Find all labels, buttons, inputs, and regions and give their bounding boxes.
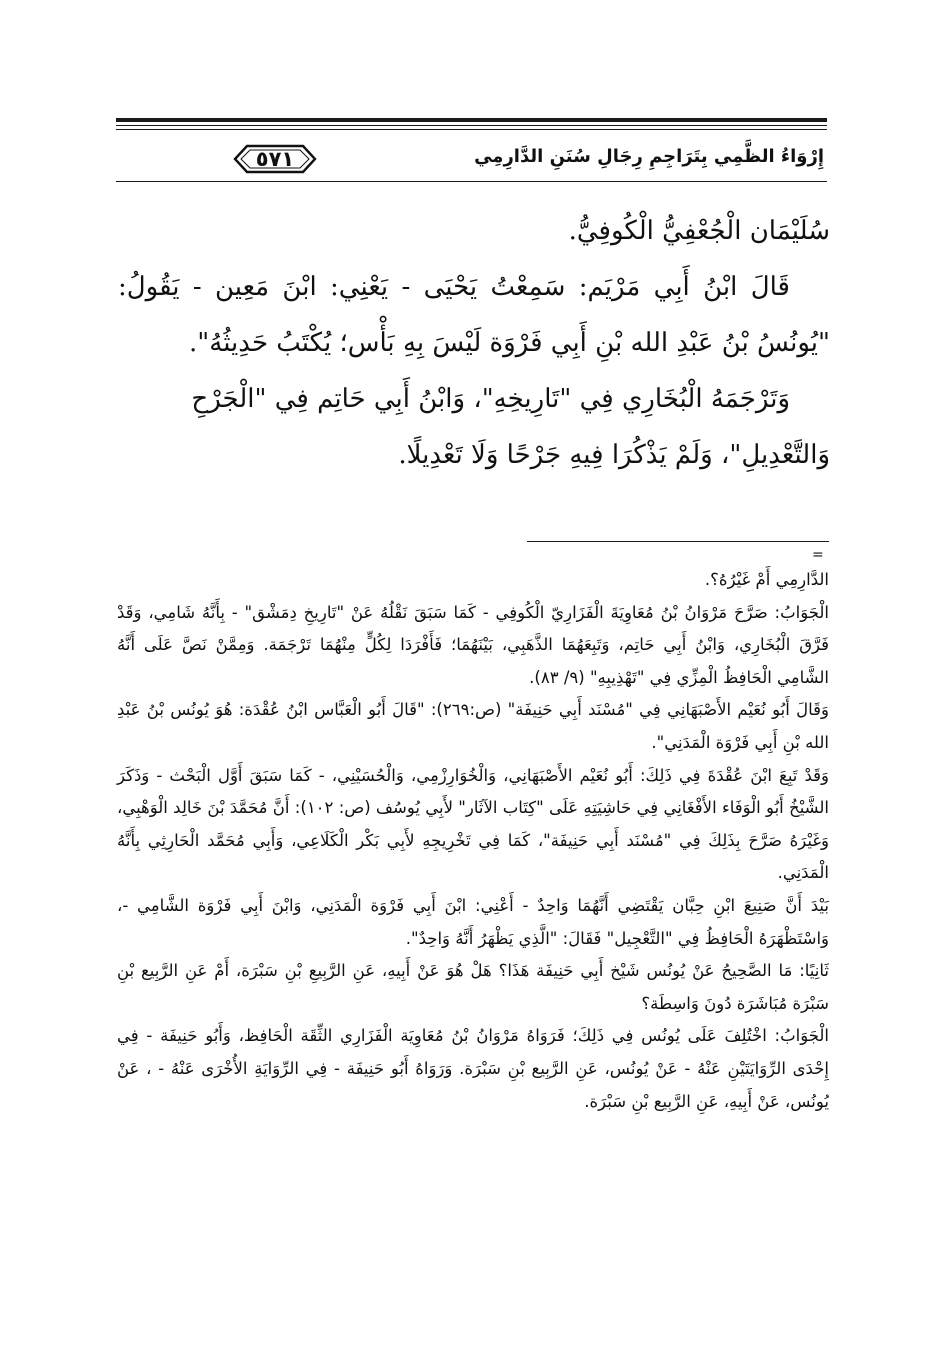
footnote-paragraph: الْجَوَابُ: صَرَّحَ مَرْوَانُ بْنُ مُعَاوِيَةَ الْفَزَارِيّ الْكُوفِي - كَمَا سَبَقَ نَقْلُهُ عَنْ "تَارِيخِ دِمَشْق" - بِأَنَّهُ شَامِي، وَقَدْ فَرَّقَ الْبُخَارِي، وَابْنُ أَبِي حَاتِم، وَتَبِعَهُمَا الذَّهَبِي، بَيْنَهُمَا؛ فَأَفْرَدَا لِكُلٍّ مِنْهُمَا تَرْجَمَة. وَمِمَّنْ نَصَّ عَلَى أَنَّهُ الشَّامِي الْحَافِظُ الْمِزِّي فِي "تَهْذِيبِهِ" (٩/ ٨٣). (117, 602, 829, 687)
main-text (118, 203, 830, 483)
footnote-paragraph: وَقَالَ أَبُو نُعَيْم الأَصْبَهَانِي فِي "مُسْنَد أَبِي حَنِيفَة" (ص:٢٦٩): "قَالَ أَبُو الْعَبَّاس ابْنُ عُقْدَة: هُوَ يُونُس بْنُ عَبْدِ الله بْنِ أَبِي فَرْوَة الْمَدَنِي". (117, 700, 829, 752)
footnote-continuation-marker: = (812, 547, 824, 563)
footnote-paragraph: الدَّارِمِي أَمْ غَيْرُهُ؟. (704, 570, 829, 589)
footnotes (117, 564, 829, 1118)
page-number-badge (232, 140, 318, 178)
body-paragraph: وَتَرْجَمَهُ الْبُخَارِي فِي "تَارِيخِهِ"، وَابْنُ أَبِي حَاتِم فِي "الْجَرْحِ وَالتَّعْدِيلِ"، وَلَمْ يَذْكُرَا فِيهِ جَرْحًا وَلَا تَعْدِيلًا. (191, 384, 830, 470)
footnote-paragraph: الْجَوَابُ: اخْتُلِفَ عَلَى يُونُس فِي ذَلِكَ؛ فَرَوَاهُ مَرْوَانُ بْنُ مُعَاوِيَة الْفَزَارِي الثِّقَة الْحَافِظ، وَأَبُو حَنِيفَة - فِي إِحْدَى الرِّوَايَتَيْنِ عَنْهُ - عَنْ يُونُس، عَنِ الرَّبِيع بْنِ سَبْرَة. وَرَوَاهُ أَبُو حَنِيفَة - فِي الرِّوَايَةِ الأُخْرَى عَنْهُ - ، عَنْ يُونُس، عَنْ أَبِيهِ، عَنِ الرَّبِيع بْنِ سَبْرَة. (117, 1026, 829, 1111)
footnote-paragraph: بَيْدَ أَنَّ صَنِيعَ ابْنِ حِبَّان يَقْتَضِي أَنَّهُمَا وَاحِدٌ - أَعْنِي: ابْنَ أَبِي فَرْوَة الْمَدَنِي، وَابْنَ أَبِي فَرْوَة الشَّامِي -، وَاسْتَظْهَرَهُ الْحَافِظُ فِي "التَّعْجِيل" فَقَالَ: "الَّذِي يَظْهَرُ أَنَّهُ وَاحِدٌ". (117, 895, 829, 948)
footnote-paragraph: ثَانِيًا: مَا الصَّحِيحُ عَنْ يُونُس شَيْخ أَبِي حَنِيفَة هَذَا؟ هَلْ هُوَ عَنْ أَبِيهِ، عَنِ الرَّبِيعِ بْنِ سَبْرَة، أَمْ عَنِ الرَّبِيع بْنِ سَبْرَة مُبَاشَرَة دُونَ وَاسِطَة؟ (117, 961, 829, 1013)
page-number: ٥٧١ (255, 147, 295, 171)
header-rule-thin (116, 125, 827, 126)
body-paragraph: سُلَيْمَان الْجُعْفِيُّ الْكُوفِيُّ. (568, 216, 830, 246)
footnote-separator (527, 541, 829, 542)
header-rule-thick (116, 118, 827, 122)
body-paragraph: قَالَ ابْنُ أَبِي مَرْيَم: سَمِعْتُ يَحْيَى - يَعْنِي: ابْنَ مَعِين - يَقُولُ: "يُونُسُ بْنُ عَبْدِ الله بْنِ أَبِي فَرْوَة لَيْسَ بِهِ بَأْس؛ يُكْتَبُ حَدِيثُهُ". (118, 272, 830, 358)
footnote-paragraph: وَقَدْ تَبِعَ ابْنَ عُقْدَةَ فِي ذَلِكَ: أَبُو نُعَيْم الأَصْبَهَانِي، وَالْخُوَارِزْمِي، وَالْحُسَيْنِي، - كَمَا سَبَقَ أَوَّل الْبَحْث - وَذَكَرَ الشَّيْخُ أَبُو الْوَفَاء الأَفْغَانِي فِي حَاشِيَتِهِ عَلَى "كِتَاب الآثَار" لأَبِي يُوسُف (ص: ١٠٢): أَنَّ مُحَمَّدَ بْنَ خَالِد الْوَهْبِي، وَغَيْرَهُ صَرَّحَ بِذَلِكَ فِي "مُسْنَد أَبِي حَنِيفَة"، كَمَا فِي تَخْرِيجِهِ لأَبِي بَكْر الْكَلَاعِي، وَأَبِي مُحَمَّد الْحَارِثِي بِأَنَّهُ الْمَدَنِي. (117, 765, 830, 883)
running-title: إِرْوَاءُ الظَّمِي بِتَرَاجِمِ رِجَالِ سُنَنِ الدَّارِمِي (474, 146, 824, 167)
header-rule-thin (116, 129, 827, 130)
header-underline (116, 181, 827, 182)
